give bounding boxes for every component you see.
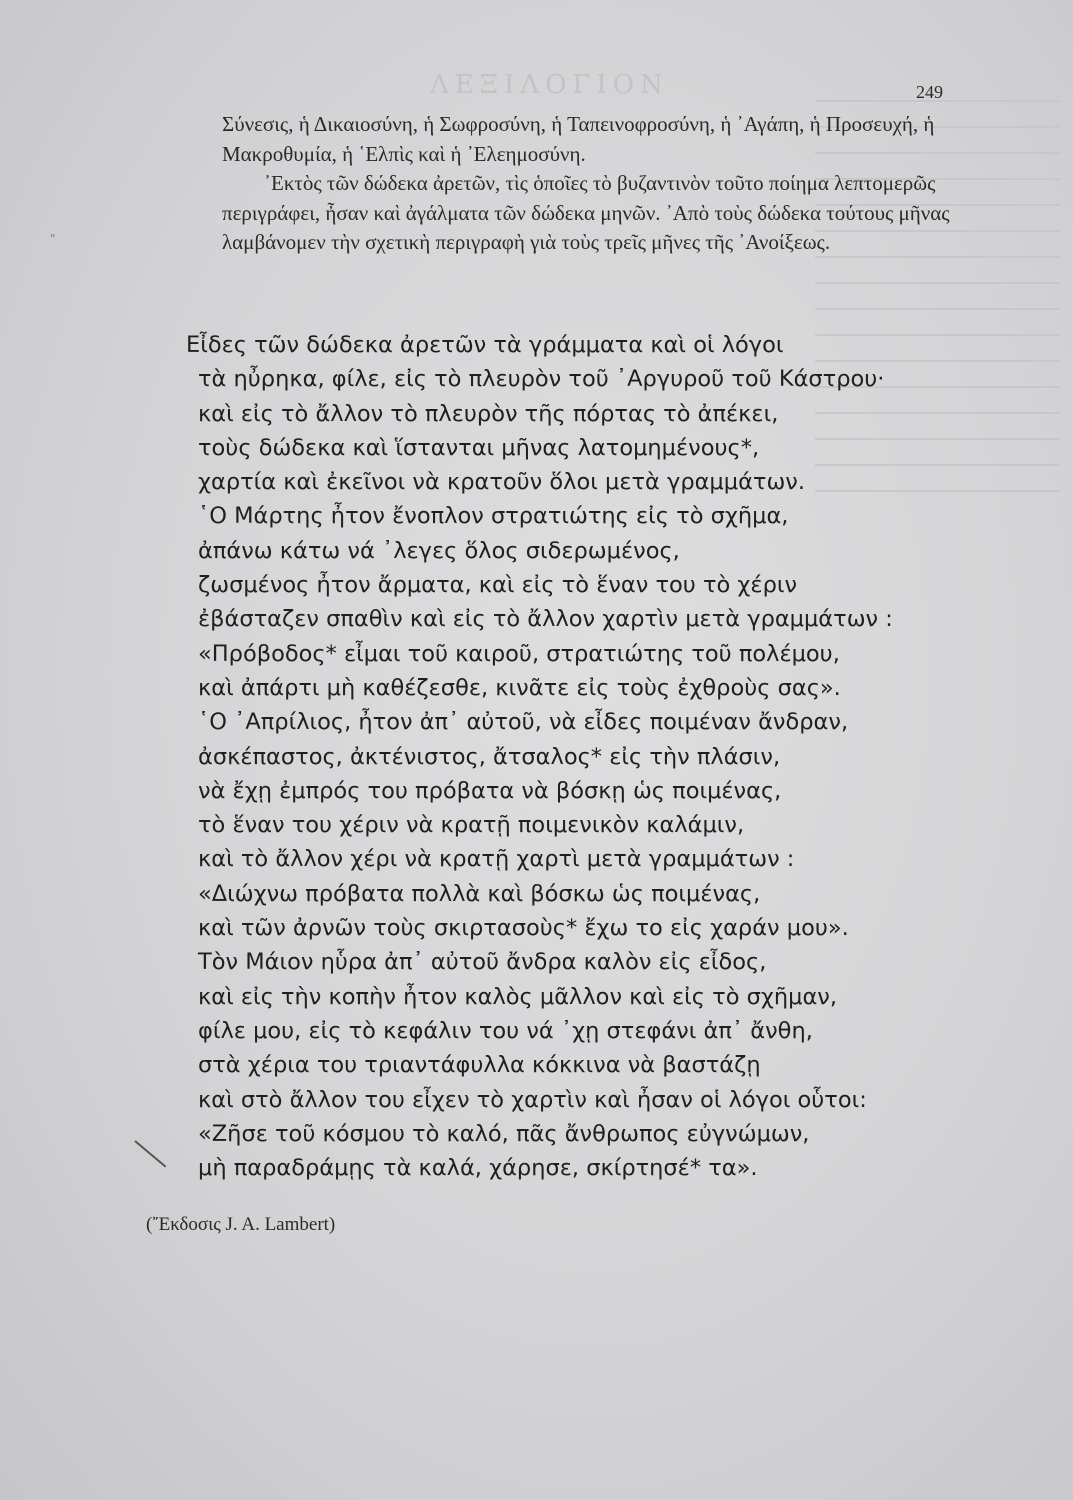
poem-line: καὶ στὸ ἄλλον του εἶχεν τὸ χαρτὶν καὶ ἦσαν οἱ λόγοι οὗτοι: [198, 1086, 867, 1113]
poem-line: τὰ ηὖρηκα, φίλε, εἰς τὸ πλευρὸν τοῦ ᾿Αργυροῦ τοῦ Κάστρου· [198, 366, 885, 393]
poem-line: τὸ ἕναν του χέριν νὰ κρατῇ ποιμενικὸν καλάμιν, [198, 812, 745, 839]
poem-line: φίλε μου, εἰς τὸ κεφάλιν του νά ᾿χῃ στεφάνι ἀπ᾿ ἄνθη, [198, 1017, 813, 1044]
intro-paragraph: ᾿Εκτὸς τῶν δώδεκα ἀρετῶν, τὶς ὁποῖες τὸ βυζαντινὸν τοῦτο ποίημα λεπτομερῶς περιγράφει, ἦσαν καὶ ἀγάλματα τῶν δώδεκα μηνῶν. ᾿Απὸ τοὺς δώδεκα τούτους μῆνας λαμβάνομεν τὴν σχετικὴ περιγραφὴ γιὰ τοὺς τρεῖς μῆνες τῆς ᾿Ανοίξεως. [222, 171, 950, 254]
poem-line: ἀσκέπαστος, ἀκτένιστος, ἄτσαλος* εἰς τὴν πλάσιν, [198, 743, 781, 770]
poem-line: ῾Ο Μάρτης ἦτον ἔνοπλον στρατιώτης εἰς τὸ σχῆμα, [198, 503, 789, 530]
poem-line: νὰ ἔχῃ ἐμπρός του πρόβατα νὰ βόσκῃ ὡς ποιμένας, [198, 777, 782, 804]
poem-line: καὶ τῶν ἀρνῶν τοὺς σκιρτασοὺς* ἔχω το εἰς χαράν μου». [198, 915, 849, 942]
poem-line: ἀπάνω κάτω νά ᾿λεγες ὅλος σιδερωμένος, [198, 537, 680, 564]
poem-line: «Πρόβοδος* εἶμαι τοῦ καιροῦ, στρατιώτης τοῦ πολέμου, [198, 640, 840, 667]
poem-line: καὶ εἰς τὸ ἄλλον τὸ πλευρὸν τῆς πόρτας τὸ ἀπέκει, [198, 400, 779, 427]
poem [186, 328, 946, 1185]
edition-note: (῎Εκδοσις J. A. Lambert) [146, 1214, 336, 1235]
poem-line: Τὸν Μάιον ηὗρα ἀπ᾿ αὐτοῦ ἄνδρα καλὸν εἰς εἶδος, [198, 949, 767, 976]
poem-line: «Διώχνω πρόβατα πολλὰ καὶ βόσκω ὡς ποιμένας, [198, 880, 761, 907]
poem-line: καὶ εἰς τὴν κοπὴν ἦτον καλὸς μᾶλλον καὶ εἰς τὸ σχῆμαν, [198, 983, 837, 1010]
poem-line: καὶ ἀπάρτι μὴ καθέζεσθε, κινᾶτε εἰς τοὺς ἐχθροὺς σας». [198, 674, 841, 701]
poem-line: «Ζῆσε τοῦ κόσμου τὸ καλό, πᾶς ἄνθρωπος εὐγνώμων, [198, 1120, 810, 1147]
margin-mark: " [50, 232, 56, 246]
poem-line: Εἶδες τῶν δώδεκα ἀρετῶν τὰ γράμματα καὶ οἱ λόγοι [186, 332, 784, 358]
page-number: 249 [916, 82, 943, 102]
poem-line: χαρτία καὶ ἐκεῖνοι νὰ κρατοῦν ὅλοι μετὰ γραμμάτων. [198, 469, 806, 496]
intro-text [222, 110, 962, 258]
poem-line: ῾Ο ᾿Απρίλιος, ἦτον ἀπ᾿ αὐτοῦ, νὰ εἶδες ποιμέναν ἄνδραν, [198, 709, 849, 736]
poem-line: μὴ παραδράμῃς τὰ καλά, χάρησε, σκίρτησέ* τα». [198, 1155, 758, 1182]
poem-line: ἐβάσταζεν σπαθὶν καὶ εἰς τὸ ἄλλον χαρτὶν μετὰ γραμμάτων : [198, 606, 893, 633]
poem-line: καὶ τὸ ἄλλον χέρι νὰ κρατῇ χαρτὶ μετὰ γραμμάτων : [198, 846, 795, 873]
margin-pencil-mark [134, 1140, 166, 1167]
bleed-through-text: ΛΕΞΙΛΟΓΙΟΝ [430, 70, 669, 100]
poem-line: στὰ χέρια του τριαντάφυλλα κόκκινα νὰ βαστάζῃ [198, 1052, 761, 1079]
poem-line: τοὺς δώδεκα καὶ ἵστανται μῆνας λατομημένους*, [198, 434, 760, 461]
intro-paragraph: Σύνεσις, ἡ Δικαιοσύνη, ἡ Σωφροσύνη, ἡ Ταπεινοφροσύνη, ἡ ᾿Αγάπη, ἡ Προσευχή, ἡ Μακροθυμία, ἡ ῾Ελπὶς καὶ ἡ ᾿Ελεημοσύνη. [222, 112, 935, 166]
poem-line: ζωσμένος ἦτον ἄρματα, καὶ εἰς τὸ ἕναν του τὸ χέριν [198, 572, 798, 599]
